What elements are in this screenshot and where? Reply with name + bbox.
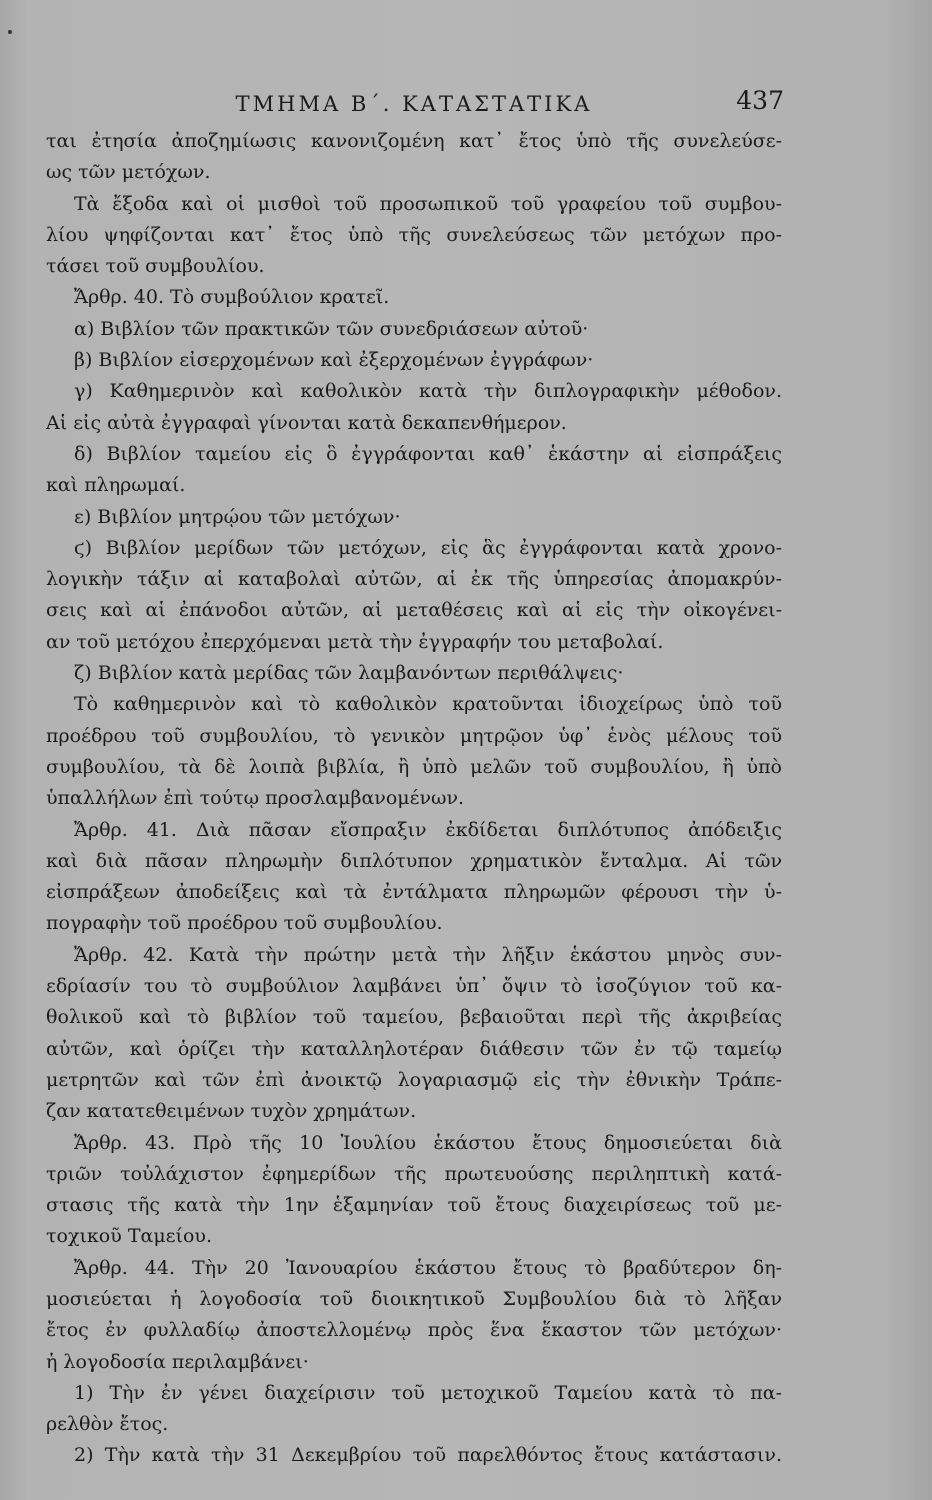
- text-line: Ἄρθρ. 41. Διὰ πᾶσαν εἴσπραξιν ἐκδίδεται διπλότυπος ἀπόδειξις: [74, 818, 782, 841]
- text-line: σεις καὶ αἱ ἐπάνοδοι αὐτῶν, αἱ μεταθέσεις καὶ αἱ εἰς τὴν οἰκογένει-: [46, 599, 782, 622]
- text-line: α) Βιβλίον τῶν πρακτικῶν τῶν συνεδριάσεων αὐτοῦ·: [74, 317, 589, 340]
- text-line: Ἄρθρ. 43. Πρὸ τῆς 10 Ἰουλίου ἑκάστου ἔτους δημοσιεύεται διὰ: [74, 1131, 782, 1154]
- text-line: λίου ψηφίζονται κατ᾽ ἔτος ὑπὸ τῆς συνελεύσεως τῶν μετόχων προ-: [46, 223, 782, 246]
- text-line: ἡ λογοδοσία περιλαμβάνει·: [46, 1350, 309, 1373]
- text-line: δ) Βιβλίον ταμείου εἰς ὃ ἐγγράφονται καθ᾽ ἑκάστην αἱ εἰσπράξεις: [74, 442, 782, 465]
- text-line: θολικοῦ καὶ τὸ βιβλίον τοῦ ταμείου, βεβαιοῦται περὶ τῆς ἀκριβείας: [46, 1006, 782, 1029]
- text-line: τάσει τοῦ συμβουλίου.: [46, 255, 265, 278]
- page-number: 437: [736, 86, 784, 115]
- text-line: καὶ πληρωμαί.: [46, 474, 186, 497]
- text-line: εδρίασίν του τὸ συμβούλιον λαμβάνει ὑπ᾽ ὄψιν τὸ ἰσοζύγιον τοῦ κα-: [46, 975, 782, 998]
- text-line: 1) Τὴν ἐν γένει διαχείρισιν τοῦ μετοχικοῦ Ταμείου κατὰ τὸ πα-: [74, 1381, 782, 1404]
- text-line: λογικὴν τάξιν αἱ καταβολαὶ αὐτῶν, αἱ ἐκ τῆς ὑπηρεσίας ἀπομακρύν-: [46, 568, 782, 591]
- running-header: ΤΜΗΜΑ Β΄. ΚΑΤΑΣΤΑΤΙΚΑ: [235, 92, 593, 116]
- text-line: προέδρου τοῦ συμβουλίου, τὸ γενικὸν μητρῷον ὑφ᾽ ἑνὸς μέλους τοῦ: [46, 724, 782, 747]
- text-line: αὐτῶν, καὶ ὁρίζει τὴν καταλληλοτέραν διάθεσιν τῶν ἐν τῷ ταμείῳ: [46, 1037, 782, 1060]
- text-line: τριῶν τοὐλάχιστον ἐφημερίδων τῆς πρωτευούσης περιληπτικὴ κατά-: [46, 1162, 782, 1185]
- text-line: β) Βιβλίον εἰσερχομένων καὶ ἐξερχομένων ἐγγράφων·: [74, 349, 594, 372]
- text-line: ζαν κατατεθειμένων τυχὸν χρημάτων.: [46, 1100, 417, 1123]
- text-line: μετρητῶν καὶ τῶν ἐπὶ ἀνοικτῷ λογαριασμῷ εἰς τὴν ἐθνικὴν Τράπε-: [46, 1068, 782, 1091]
- text-line: καὶ διὰ πᾶσαν πληρωμὴν διπλότυπον χρηματικὸν ἔνταλμα. Αἱ τῶν: [46, 849, 782, 872]
- text-line: ϛ) Βιβλίον μερίδων τῶν μετόχων, εἰς ἃς ἐγγράφονται κατὰ χρονο-: [74, 536, 782, 559]
- text-line: Ἄρθρ. 44. Τὴν 20 Ἰανουαρίου ἑκάστου ἔτους τὸ βραδύτερον δη-: [74, 1256, 782, 1279]
- text-line: πογραφὴν τοῦ προέδρου τοῦ συμβουλίου.: [46, 912, 443, 935]
- text-line: γ) Καθημερινὸν καὶ καθολικὸν κατὰ τὴν διπλογραφικὴν μέθοδον.: [74, 380, 782, 403]
- text-line: ως τῶν μετόχων.: [46, 161, 211, 184]
- text-line: εἰσπράξεων ἀποδείξεις καὶ τὰ ἐντάλματα πληρωμῶν φέρουσι τὴν ὑ-: [46, 881, 782, 904]
- ink-speck: [8, 30, 12, 34]
- text-line: Ἄρθρ. 42. Κατὰ τὴν πρώτην μετὰ τὴν λῆξιν ἑκάστου μηνὸς συν-: [74, 943, 782, 966]
- text-line: Τὰ ἔξοδα καὶ οἱ μισθοὶ τοῦ προσωπικοῦ τοῦ γραφείου τοῦ συμβου-: [74, 192, 782, 215]
- text-line: στασις τῆς κατὰ τὴν 1ην ἑξαμηνίαν τοῦ ἔτους διαχειρίσεως τοῦ με-: [46, 1194, 782, 1217]
- text-line: ρελθὸν ἔτος.: [46, 1413, 169, 1436]
- text-line: ὑπαλλήλων ἐπὶ τούτῳ προσλαμβανομένων.: [46, 787, 465, 810]
- text-line: τοχικοῦ Ταμείου.: [46, 1225, 212, 1248]
- body-text: [46, 126, 782, 1472]
- text-line: Αἱ εἰς αὐτὰ ἐγγραφαὶ γίνονται κατὰ δεκαπενθήμερον.: [46, 411, 567, 434]
- text-line: Ἄρθρ. 40. Τὸ συμβούλιον κρατεῖ.: [74, 286, 390, 309]
- text-line: ται ἐτησία ἀποζημίωσις κανονιζομένη κατ᾽ ἔτος ὑπὸ τῆς συνελεύσε-: [46, 130, 782, 152]
- text-line: ἔτος ἐν φυλλαδίῳ ἀποστελλομένῳ πρὸς ἕνα ἕκαστον τῶν μετόχων·: [46, 1319, 782, 1342]
- text-line: Τὸ καθημερινὸν καὶ τὸ καθολικὸν κρατοῦνται ἰδιοχείρως ὑπὸ τοῦ: [74, 693, 782, 716]
- text-line: ζ) Βιβλίον κατὰ μερίδας τῶν λαμβανόντων περιθάλψεις·: [74, 662, 624, 685]
- text-line: ε) Βιβλίον μητρῴου τῶν μετόχων·: [74, 505, 401, 528]
- text-line: μοσιεύεται ἡ λογοδοσία τοῦ διοικητικοῦ Συμβουλίου διὰ τὸ λῆξαν: [46, 1287, 782, 1310]
- text-line: συμβουλίου, τὰ δὲ λοιπὰ βιβλία, ἢ ὑπὸ μελῶν τοῦ συμβουλίου, ἢ ὑπὸ: [46, 755, 782, 778]
- text-line: αν τοῦ μετόχου ἐπερχόμεναι μετὰ τὴν ἐγγραφήν του μεταβολαί.: [46, 630, 664, 653]
- text-line: 2) Τὴν κατὰ τὴν 31 Δεκεμβρίου τοῦ παρελθόντος ἔτους κατάστασιν.: [74, 1444, 782, 1467]
